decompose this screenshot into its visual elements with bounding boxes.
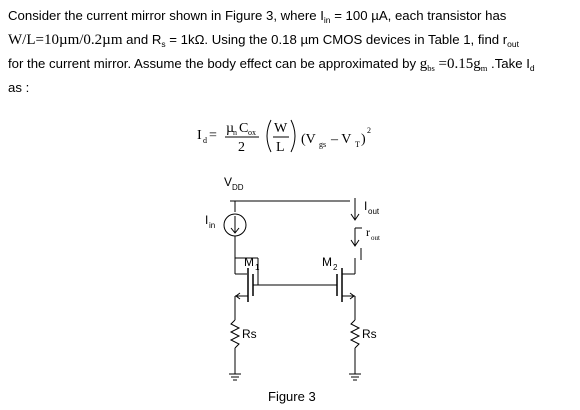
vdd-label-sub: DD [232, 183, 244, 192]
formula-mu-sub: n [233, 128, 237, 137]
problem-line-1: Consider the current mirror shown in Figure 3, where $I_{in} = 100$ µA, each transistor has [8, 8, 507, 25]
iin-label: I [205, 213, 209, 227]
formula-v-open: (V [301, 132, 316, 147]
formula-w: W [274, 121, 288, 136]
formula-exp: 2 [367, 126, 371, 135]
rs1-label: Rs [242, 327, 257, 341]
m2-label-sub: 2 [333, 263, 338, 272]
formula-lhs-sub: d [203, 136, 207, 145]
formula-mu: µ [226, 121, 235, 136]
rout-label-sub: out [371, 234, 380, 242]
rs2-label: Rs [362, 327, 377, 341]
formula-vt-sub: T [355, 140, 360, 149]
m2-label: M [322, 255, 332, 269]
formula-c-sub: ox [248, 128, 256, 137]
formula-close: ) [361, 132, 366, 147]
vdd-label: V [224, 175, 233, 189]
figure-caption: Figure 3 [268, 389, 316, 404]
iin-label-sub: in [209, 221, 216, 230]
formula-den: 2 [238, 140, 245, 155]
formula-minus: – V [331, 132, 352, 147]
formula-lhs: I [197, 128, 202, 143]
formula-c: C [239, 121, 249, 136]
iout-label-sub: out [368, 207, 380, 216]
problem-line-4: as : [8, 80, 30, 95]
problem-line-3: for the current mirror. Assume the body effect can be approximated by $g_{bs} =0.15g_m$ .Take $I_d$ [8, 56, 535, 73]
rs2-resistor [351, 320, 359, 348]
m1-label: M [244, 255, 254, 269]
rout-label: r [366, 225, 370, 239]
iout-label: I [364, 199, 368, 213]
rs1-resistor [231, 320, 239, 348]
formula-vgs-sub: gs [319, 140, 327, 149]
m1-label-sub: 1 [255, 263, 260, 272]
problem-line-2: W/L=10µm/0.2µm and $R_s = 1k\Omega$. Using the 0.18 µm CMOS devices in Table 1, find $r_{out}$ [8, 32, 519, 49]
formula-l: L [276, 140, 285, 155]
formula-eq: = [209, 128, 217, 143]
